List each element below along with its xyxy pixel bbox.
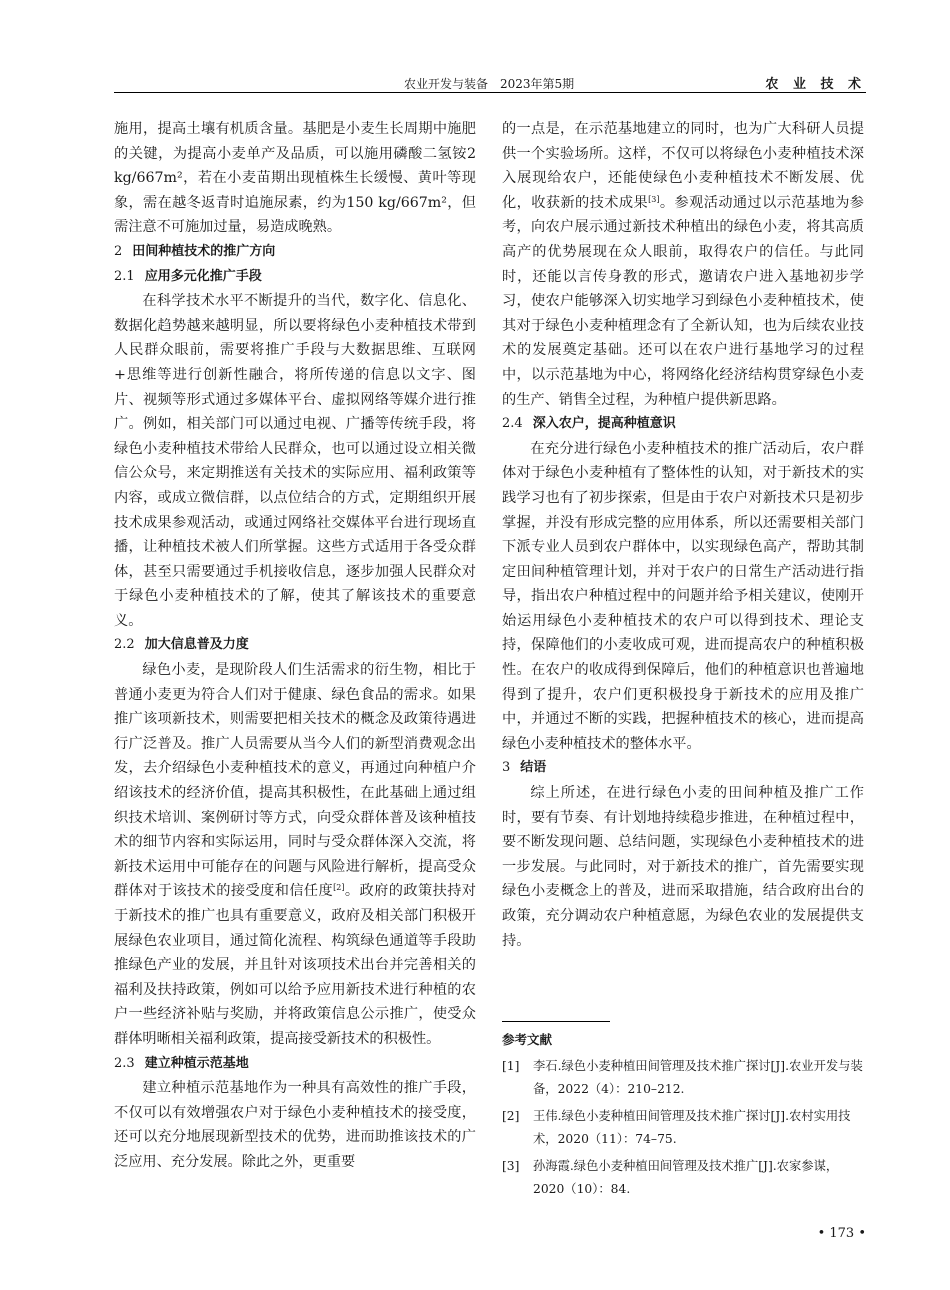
references-title: 参考文献 xyxy=(502,1032,553,1047)
paragraph-2-2-part-a: 绿色小麦，是现阶段人们生活需求的衍生物，相比于普通小麦更为符合人们对于健康、绿色食品的需求。如果推广该项新技术，则需要把相关技术的概念及政策待遇进行广泛普及。推广人员需要从当今人们的新型消费观念出发，去介绍绿色小麦种植技术的意义，再通过向种植户介绍该技术的经济价值，提高其积极性，在此基础上通过组织技术培训、案例研讨等方式，向受众群体普及该种植技术的细节内容和实际运用，同时与受众群体深入交流，将新技术运用中可能存在的问题与风险进行解析，提高受众群体对于该技术的接受度和信任度 xyxy=(114,662,476,900)
paragraph-2-2-part-b: 。政府的政策扶持对于新技术的推广也具有重要意义，政府及相关部门积极开展绿色农业项目，通过简化流程、构筑绿色通道等手段助推绿色产业的发展，并且针对该项技术出台并完善相关的福利及扶持政策，例如可以给予应用新技术进行种植的农户一些经济补贴与奖励，并将政策信息公示推广，使受众群体明晰相关福利政策，提高接受新技术的积极性。 xyxy=(114,883,476,1047)
reference-item xyxy=(502,1155,866,1201)
heading-title: 建立种植示范基地 xyxy=(144,1055,249,1071)
heading-number: 3 xyxy=(502,760,511,776)
references-list xyxy=(502,1055,866,1205)
reference-text: 李石.绿色小麦种植田间管理及技术推广探讨[J].农业开发与装备，2022（4）：210–212. xyxy=(533,1059,863,1096)
heading-2 xyxy=(114,240,476,265)
reference-number: [3] xyxy=(502,1159,520,1173)
reference-text: 孙海霞.绿色小麦种植田间管理及技术推广[J].农家参谋，2020（10）：84. xyxy=(533,1159,839,1196)
heading-title: 加大信息普及力度 xyxy=(144,637,249,653)
citation-2: [2] xyxy=(333,883,345,893)
heading-2-4 xyxy=(502,412,864,437)
paragraph-2-3-part-b1: 的一点是，在示范基地建立的同时，也为广大科研人员提供一个实验场所。这样，不仅可以将绿色小麦种植技术深入展现给农户，还能使绿色小麦种植技术不断发展、优化，收获新的技术成果 xyxy=(502,121,864,211)
page-header xyxy=(114,72,866,94)
left-column xyxy=(114,117,476,1175)
heading-title: 应用多元化推广手段 xyxy=(144,268,262,284)
heading-2-3 xyxy=(114,1052,476,1077)
reference-item xyxy=(502,1055,866,1101)
reference-item xyxy=(502,1105,866,1151)
heading-number: 2.1 xyxy=(114,268,135,284)
heading-number: 2.3 xyxy=(114,1055,135,1071)
heading-title: 结语 xyxy=(520,760,547,776)
heading-title: 田间种植技术的推广方向 xyxy=(132,243,276,259)
journal-issue: 农业开发与装备 2023年第5期 xyxy=(404,77,575,91)
right-column xyxy=(502,117,864,953)
paragraph-3: 综上所述，在进行绿色小麦的田间种植及推广工作时，要有节奏、有计划地持续稳步推进，在种植过程中，要不断发现问题、总结问题，实现绿色小麦种植技术的进一步发展。与此同时，对于新技术的推广，首先需要实现绿色小麦概念上的普及，进而采取措施，结合政府出台的政策，充分调动农户种植意愿，为绿色农业的发展提供支持。 xyxy=(502,785,864,949)
reference-text: 王伟.绿色小麦种植田间管理及技术推广探讨[J].农村实用技术，2020（11）：74–75. xyxy=(533,1109,851,1146)
heading-number: 2.2 xyxy=(114,637,135,653)
reference-number: [1] xyxy=(502,1059,520,1073)
section-label: 农 业 技 术 xyxy=(765,77,866,92)
heading-number: 2.4 xyxy=(502,416,523,432)
paragraph-2-3-start: 建立种植示范基地作为一种具有高效性的推广手段，不仅可以有效增强农户对于绿色小麦种植技术的接受度，还可以充分地展现新型技术的优势，进而助推该技术的广泛应用、充分发展。除此之外，更重要 xyxy=(114,1080,476,1170)
heading-3 xyxy=(502,756,864,781)
paragraph-2-4: 在充分进行绿色小麦种植技术的推广活动后，农户群体对于绿色小麦种植有了整体性的认知，对于新技术的实践学习也有了初步探索，但是由于农户对新技术只是初步掌握，并没有形成完整的应用体系，所以还需要相关部门下派专业人员到农户群体中，以实现绿色高产，帮助其制定田间种植管理计划，并对于农户的日常生产活动进行指导，指出农户种植过程中的问题并给予相关建议，使刚开始运用绿色小麦种植技术的农户可以得到技术、理论支持，保障他们的小麦收成可观，进而提高农户的种植积极性。在农户的收成得到保障后，他们的种植意识也普遍地得到了提升，农户们更积极投身于新技术的应用及推广中，并通过不断的实践，把握种植技术的核心，进而提高绿色小麦种植技术的整体水平。 xyxy=(502,440,864,752)
heading-title: 深入农户，提高种植意识 xyxy=(532,416,676,432)
paragraph-2-3-part-b2: 。参观活动通过以示范基地为参考，向农户展示通过新技术种植出的绿色小麦，将其高质高产的优势展现在众人眼前，取得农户的信任。与此同时，还能以言传身教的形式，邀请农户进入基地初步学习，使农户能够深入切实地学习到绿色小麦种植技术，使其对于绿色小麦种植理念有了全新认知，也为后续农业技术的发展奠定基础。还可以在农户进行基地学习的过程中，以示范基地为中心，将网络化经济结构贯穿绿色小麦的生产、销售全过程，为种植户提供新思路。 xyxy=(502,194,864,408)
heading-number: 2 xyxy=(114,243,123,259)
paragraph-2-1: 在科学技术水平不断提升的当代，数字化、信息化、数据化趋势越来越明显，所以要将绿色小麦种植技术带到人民群众眼前，需要将推广手段与大数据思维、互联网+思维等进行创新性融合，将所传递的信息以文字、图片、视频等形式通过多媒体平台、虚拟网络等媒介进行推广。例如，相关部门可以通过电视、广播等传统手段，将绿色小麦种植技术带给人民群众，也可以通过设立相关微信公众号，来定期推送有关技术的实际应用、福利政策等内容，或成立微信群，以点位结合的方式，定期组织开展技术成果参观活动，或通过网络社交媒体平台进行现场直播，让种植技术被人们所掌握。这些方式适用于各受众群体，甚至只需要通过手机接收信息，逐步加强人民群众对于绿色小麦种植技术的了解，使其了解该技术的重要意义。 xyxy=(114,293,476,629)
references-rule xyxy=(502,1021,610,1022)
heading-2-2 xyxy=(114,633,476,658)
paragraph-intro: 施用，提高土壤有机质含量。基肥是小麦生长周期中施肥的关键，为提高小麦单产及品质，可以施用磷酸二氢铵2 kg/667m²，若在小麦苗期出现植株生长缓慢、黄叶等现象，需在越冬返青时追施尿素，约为150 kg/667m²，但需注意不可施加过量，易造成晚熟。 xyxy=(114,121,476,236)
header-rule xyxy=(114,92,866,93)
heading-2-1 xyxy=(114,265,476,290)
reference-number: [2] xyxy=(502,1109,520,1123)
paragraph-2-2 xyxy=(114,658,476,1052)
page-number: • 173 • xyxy=(817,1226,866,1241)
paragraph-2-3-continued xyxy=(502,117,864,412)
citation-3: [3] xyxy=(648,194,660,204)
